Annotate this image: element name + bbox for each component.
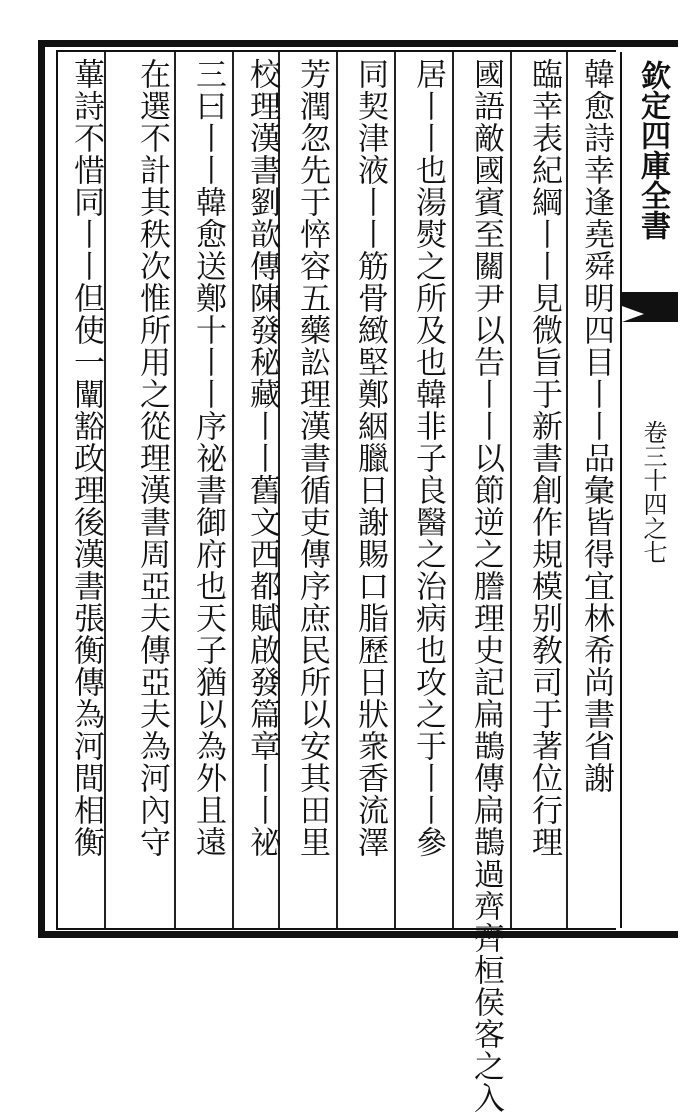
text-column: 居丨丨也湯熨之所及也韓非子良醫之治病也攻之于丨丨參 — [410, 58, 446, 858]
text-column: 同契津液丨丨筋骨緻堅鄭絪臘日謝賜口脂歷日狀衆香流澤 — [352, 58, 388, 858]
column-rule — [394, 52, 396, 928]
margin-book-title: 欽定四庫全書 — [635, 60, 670, 240]
column-rule — [336, 52, 338, 928]
text-column: 國語敵國賓至關尹以告丨丨以節逆之謄理史記扁鵲傳扁鵲過齊齊桓侯客之入 — [468, 58, 504, 1114]
text-column: 在選不計其秩次惟所用之從理漢書周亞夫傳亞夫為河內守 — [134, 58, 170, 858]
text-column: 校理漢書劉歆傳陳發秘藏丨丨舊文西都賦啟發篇章丨丨祕 — [244, 58, 280, 858]
text-column: 韓愈詩幸逢堯舜明四目丨丨品彙皆得宜林希尚書省謝 — [578, 58, 614, 794]
column-rule — [452, 52, 454, 928]
margin-volume-label: 卷三十四之七 — [639, 420, 667, 564]
text-column: 臨幸表紀綱丨丨見微旨于新書創作規模别敎司于著位行理 — [526, 58, 562, 858]
column-rule — [232, 52, 234, 928]
text-column: 三曰丨丨韓愈送鄭十丨丨序祕書御府也天子猶以為外且遠 — [190, 58, 226, 858]
column-rule — [510, 52, 512, 928]
text-column: 蓽詩不惜同丨丨但使一闡豁政理後漢書張衡傳為河間相衡 — [68, 58, 104, 858]
margin-divider — [620, 52, 622, 928]
text-column: 芳潤忽先于悴容五藥訟理漢書循吏傳序庶民所以安其田里 — [294, 58, 330, 858]
